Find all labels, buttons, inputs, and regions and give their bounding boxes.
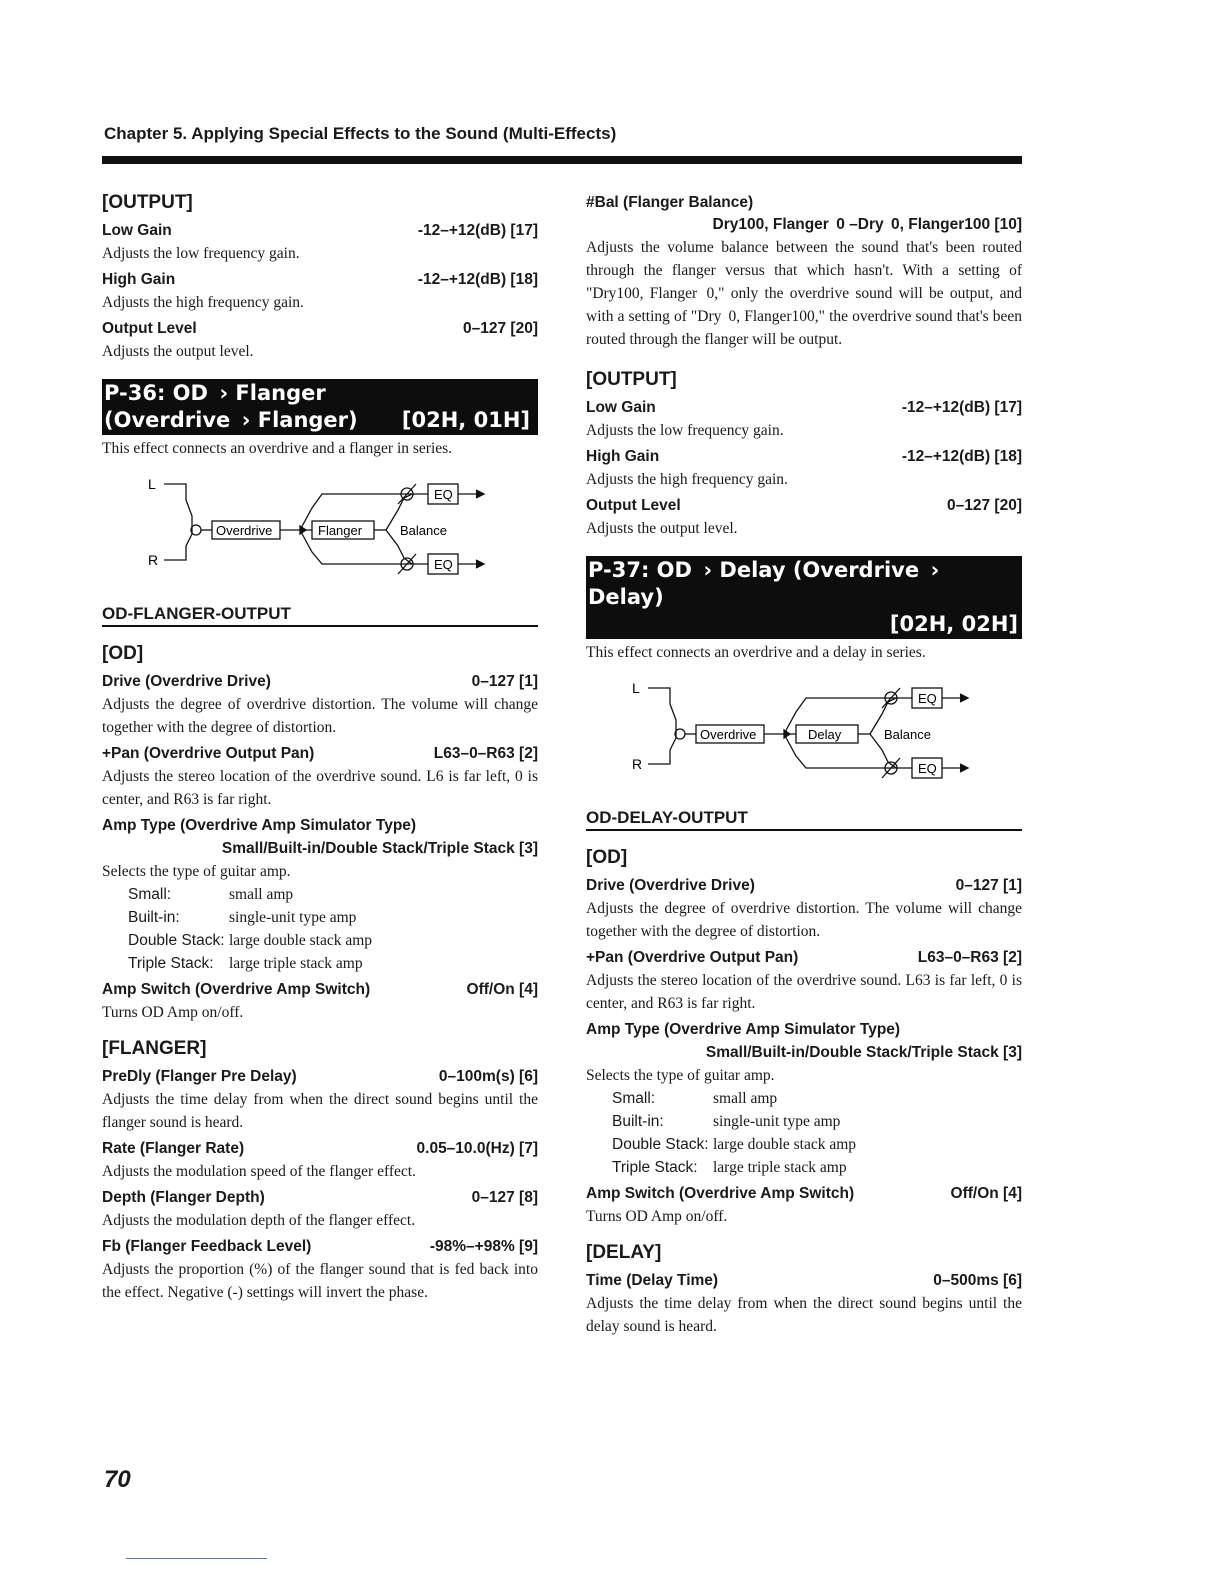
- param-desc: Turns OD Amp on/off.: [586, 1208, 728, 1225]
- label-l: L: [148, 476, 156, 492]
- banner-code: [02H, 01H]: [401, 408, 530, 432]
- signal-flow-diagram: [586, 668, 1022, 808]
- output-heading: [OUTPUT]: [102, 192, 193, 213]
- param-desc: Adjusts the stereo location of the overdrive sound. L63 is far left, 0 is center, and R63 is far right.: [586, 972, 1022, 1012]
- param-value: Off/On [4]: [950, 1185, 1022, 1202]
- signal-flow-diagram: [102, 464, 538, 604]
- param-desc: Adjusts the volume balance between the sound that's been routed through the flanger versus that which hasn't. With a setting of "Dry100, Flanger 0," only the overdrive sound will be output, and with a setting of "Dry 0, Flanger100," the overdrive sound that's been routed through the flanger will be output.: [586, 239, 1022, 348]
- param-value: 0–127 [20]: [463, 320, 538, 337]
- label-r: R: [632, 756, 643, 772]
- param-name: Time (Delay Time) 0–500ms [6]: [586, 1270, 1022, 1292]
- diagram-svg: [586, 668, 1022, 798]
- param-desc: Adjusts the high frequency gain.: [586, 471, 788, 488]
- param-value: Small/Built-in/Double Stack/Triple Stack [3]: [705, 1044, 1022, 1061]
- block-overdrive: Overdrive: [216, 523, 273, 538]
- param-block: [102, 269, 538, 314]
- block-eq-top: EQ: [918, 691, 937, 706]
- param-desc: Adjusts the proportion (%) of the flanger sound that is fed back into the effect. Negative (-) settings will invert the phase.: [102, 1261, 538, 1301]
- param-value: 0.05–10.0(Hz) [7]: [416, 1140, 538, 1157]
- param-name: Drive (Overdrive Drive) 0–127 [1]: [586, 875, 1022, 897]
- param-value: -12–+12(dB) [17]: [901, 399, 1022, 416]
- param-name: Amp Switch (Overdrive Amp Switch) Off/On [4]: [102, 979, 538, 1001]
- amp-type-row: Small: small amp: [612, 1090, 778, 1107]
- param-block: [102, 318, 538, 363]
- param-name: Output Level 0–127 [20]: [586, 495, 1022, 517]
- param-desc: Turns OD Amp on/off.: [102, 1004, 244, 1021]
- param-value: L63–0–R63 [2]: [433, 745, 538, 762]
- footer-line: [126, 1558, 267, 1559]
- param-value: Dry100, Flanger 0 –Dry 0, Flanger100 [10]: [712, 216, 1022, 233]
- section-title: OD-DELAY-OUTPUT: [586, 808, 1022, 831]
- param-value: 0–127 [8]: [471, 1189, 538, 1206]
- label-l: L: [632, 680, 640, 696]
- param-name: PreDly (Flanger Pre Delay) 0–100m(s) [6]: [102, 1066, 538, 1088]
- param-value: -12–+12(dB) [18]: [417, 271, 538, 288]
- block-flanger: Flanger: [318, 523, 363, 538]
- diagram-svg: [102, 464, 538, 594]
- param-desc: Adjusts the time delay from when the direct sound begins until the delay sound is heard.: [586, 1295, 1022, 1335]
- effect-banner-p37: [586, 556, 1022, 639]
- param-desc: Selects the type of guitar amp.: [586, 1067, 775, 1084]
- param-name: Fb (Flanger Feedback Level) -98%–+98% [9]: [102, 1236, 538, 1258]
- param-desc: Adjusts the modulation depth of the flanger effect.: [102, 1212, 416, 1229]
- amp-type-row: Double Stack: large double stack amp: [128, 932, 373, 949]
- amp-type-row: Triple Stack: large triple stack amp: [128, 955, 363, 972]
- header-rule: [102, 156, 1022, 164]
- param-name: Output Level 0–127 [20]: [102, 318, 538, 340]
- banner-line1: P-36: OD › Flanger: [104, 381, 326, 405]
- block-eq-bottom: EQ: [434, 557, 453, 572]
- param-desc: Adjusts the degree of overdrive distortion. The volume will change together with the degree of distortion.: [102, 696, 538, 736]
- param-value: 0–127 [1]: [471, 673, 538, 690]
- label-balance: Balance: [884, 727, 931, 742]
- output-heading: [OUTPUT]: [586, 369, 677, 390]
- od-heading: [OD]: [102, 643, 144, 664]
- param-name: #Bal (Flanger Balance): [586, 194, 754, 211]
- param-desc: Selects the type of guitar amp.: [102, 863, 291, 880]
- effect-intro: This effect connects an overdrive and a delay in series.: [586, 644, 926, 661]
- amp-type-row: Built-in: single-unit type amp: [612, 1113, 841, 1130]
- flanger-heading: [FLANGER]: [102, 1038, 207, 1059]
- amp-type-row: Triple Stack: large triple stack amp: [612, 1159, 847, 1176]
- effect-intro: This effect connects an overdrive and a flanger in series.: [102, 440, 453, 457]
- param-desc: Adjusts the output level.: [586, 520, 738, 537]
- param-value: L63–0–R63 [2]: [917, 949, 1022, 966]
- param-desc: Adjusts the degree of overdrive distortion. The volume will change together with the degree of distortion.: [586, 900, 1022, 940]
- block-eq-bottom: EQ: [918, 761, 937, 776]
- label-r: R: [148, 552, 159, 568]
- left-column: [102, 192, 538, 1308]
- param-name: +Pan (Overdrive Output Pan) L63–0–R63 [2]: [102, 743, 538, 765]
- param-desc: Adjusts the high frequency gain.: [102, 294, 304, 311]
- param-desc: Adjusts the low frequency gain.: [586, 422, 784, 439]
- param-name: Amp Type (Overdrive Amp Simulator Type): [102, 817, 417, 834]
- param-name: Depth (Flanger Depth) 0–127 [8]: [102, 1187, 538, 1209]
- param-name: Rate (Flanger Rate) 0.05–10.0(Hz) [7]: [102, 1138, 538, 1160]
- block-delay: Delay: [808, 727, 842, 742]
- param-value: -98%–+98% [9]: [429, 1238, 538, 1255]
- banner-line2: (Overdrive › Flanger) [02H, 01H]: [104, 408, 530, 432]
- param-name: +Pan (Overdrive Output Pan) L63–0–R63 [2]: [586, 947, 1022, 969]
- param-value: 0–500ms [6]: [933, 1272, 1022, 1289]
- param-name: Amp Type (Overdrive Amp Simulator Type): [586, 1021, 901, 1038]
- block-eq-top: EQ: [434, 487, 453, 502]
- param-desc: Adjusts the low frequency gain.: [102, 245, 300, 262]
- right-column: [586, 192, 1022, 1342]
- param-name: Low Gain -12–+12(dB) [17]: [586, 397, 1022, 419]
- param-value: Small/Built-in/Double Stack/Triple Stack [3]: [221, 840, 538, 857]
- delay-heading: [DELAY]: [586, 1242, 662, 1263]
- param-value: -12–+12(dB) [17]: [417, 222, 538, 239]
- param-name: High Gain -12–+12(dB) [18]: [586, 446, 1022, 468]
- param-desc: Adjusts the modulation speed of the flanger effect.: [102, 1163, 416, 1180]
- amp-type-row: Double Stack: large double stack amp: [612, 1136, 857, 1153]
- banner-line1: P-37: OD › Delay (Overdrive › Delay): [588, 558, 940, 609]
- param-value: 0–127 [20]: [947, 497, 1022, 514]
- label-balance: Balance: [400, 523, 447, 538]
- param-name: Drive (Overdrive Drive) 0–127 [1]: [102, 671, 538, 693]
- param-value: -12–+12(dB) [18]: [901, 448, 1022, 465]
- param-desc: Adjusts the time delay from when the direct sound begins until the flanger sound is heard.: [102, 1091, 538, 1131]
- param-desc: Adjusts the output level.: [102, 343, 254, 360]
- param-value: 0–100m(s) [6]: [438, 1068, 538, 1085]
- section-title: OD-FLANGER-OUTPUT: [102, 604, 538, 627]
- page-number: 70: [104, 1466, 131, 1493]
- amp-type-row: Small: small amp: [128, 886, 294, 903]
- banner-code: [02H, 02H]: [889, 612, 1018, 636]
- effect-banner-p36: [102, 379, 538, 435]
- param-name: High Gain -12–+12(dB) [18]: [102, 269, 538, 291]
- param-desc: Adjusts the stereo location of the overdrive sound. L6 is far left, 0 is center, and R63 is far right.: [102, 768, 538, 808]
- param-name: Low Gain -12–+12(dB) [17]: [102, 220, 538, 242]
- od-heading: [OD]: [586, 847, 628, 868]
- block-overdrive: Overdrive: [700, 727, 757, 742]
- chapter-title: Chapter 5. Applying Special Effects to the Sound (Multi-Effects): [104, 124, 617, 143]
- param-value: Off/On [4]: [466, 981, 538, 998]
- param-block: [102, 220, 538, 265]
- param-name: Amp Switch (Overdrive Amp Switch) Off/On [4]: [586, 1183, 1022, 1205]
- param-value: 0–127 [1]: [955, 877, 1022, 894]
- amp-type-row: Built-in: single-unit type amp: [128, 909, 357, 926]
